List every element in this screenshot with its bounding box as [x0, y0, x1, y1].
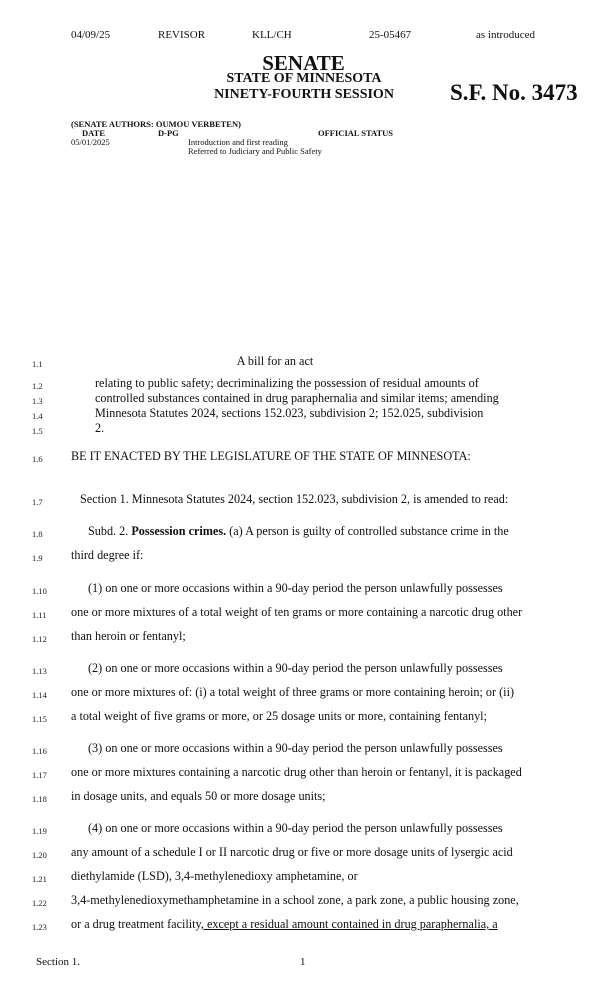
line-number: 1.4: [32, 411, 43, 421]
body-line: any amount of a schedule I or II narcotic drug or five or more dosage units of lysergic acid: [71, 845, 513, 859]
body-line: (4) on one or more occasions within a 90-day period the person unlawfully possesses: [88, 821, 503, 835]
status-entry-line1: Introduction and first reading: [188, 137, 288, 147]
line-number: 1.21: [32, 874, 47, 884]
line-number: 1.16: [32, 746, 47, 756]
line-number: 1.9: [32, 553, 43, 563]
body-line: one or more mixtures of: (i) a total weight of three grams or more containing heroin; or (ii): [71, 685, 515, 699]
line-number: 1.22: [32, 898, 47, 908]
line-number: 1.17: [32, 770, 47, 780]
header-initials: KLL/CH: [252, 29, 292, 41]
title-line: controlled substances contained in drug paraphernalia and similar items; amending: [95, 391, 499, 405]
subdivision-line: [88, 524, 509, 539]
subd-heading: Possession crimes.: [131, 524, 227, 538]
line-number: 1.5: [32, 426, 43, 436]
title-line: Minnesota Statutes 2024, sections 152.023, subdivision 2; 152.025, subdivision: [95, 406, 484, 420]
line-number: 1.3: [32, 396, 43, 406]
body-line: one or more mixtures containing a narcotic drug other than heroin or fentanyl, it is packaged: [71, 765, 522, 779]
line-number: 1.19: [32, 826, 47, 836]
section-heading: Section 1. Minnesota Statutes 2024, section 152.023, subdivision 2, is amended to read:: [80, 492, 509, 506]
line-number: 1.7: [32, 497, 43, 507]
body-line: (3) on one or more occasions within a 90-day period the person unlawfully possesses: [88, 741, 503, 755]
inserted-text: , except a residual amount contained in drug paraphernalia, a: [200, 917, 498, 931]
body-line: than heroin or fentanyl;: [71, 629, 186, 643]
status-col-official: OFFICIAL STATUS: [318, 128, 394, 138]
authors: (SENATE AUTHORS: OUMOU VERBETEN): [71, 119, 241, 129]
header-status: as introduced: [476, 29, 535, 41]
line-number: 1.8: [32, 529, 43, 539]
chamber-title: SENATE: [262, 51, 345, 75]
line-number: 1.23: [32, 922, 47, 932]
line-number: 1.2: [32, 381, 43, 391]
body-text: or a drug treatment facility: [71, 917, 201, 931]
status-entry-line2: Referred to Judiciary and Public Safety: [188, 146, 322, 156]
header-revisor: REVISOR: [158, 29, 206, 41]
line-number: 1.12: [32, 634, 47, 644]
body-line: in dosage units, and equals 50 or more dosage units;: [71, 789, 326, 803]
line-number: 1.10: [32, 586, 47, 596]
session-title: NINETY-FOURTH SESSION: [214, 87, 394, 102]
bill-number: S.F. No. 3473: [450, 80, 578, 105]
footer-section: Section 1.: [36, 956, 80, 968]
header-doc-number: 25-05467: [369, 29, 412, 41]
line-number: 1.1: [32, 359, 43, 369]
line-number: 1.15: [32, 714, 47, 724]
status-col-dpg: D-PG: [158, 128, 179, 138]
body-line: (1) on one or more occasions within a 90-day period the person unlawfully possesses: [88, 581, 503, 595]
bill-heading: A bill for an act: [236, 354, 314, 368]
status-entry-date: 05/01/2025: [71, 137, 110, 147]
line-number: 1.14: [32, 690, 47, 700]
line-number: 1.13: [32, 666, 47, 676]
footer-page-number: 1: [300, 956, 306, 968]
body-line: third degree if:: [71, 548, 144, 562]
body-line: diethylamide (LSD), 3,4-methylenedioxy amphetamine, or: [71, 869, 358, 883]
line-number: 1.6: [32, 454, 43, 464]
body-line: one or more mixtures of a total weight of ten grams or more containing a narcotic drug other: [71, 605, 523, 619]
title-line: relating to public safety; decriminalizing the possession of residual amounts of: [95, 376, 479, 390]
body-line: [71, 917, 498, 932]
body-line: (2) on one or more occasions within a 90-day period the person unlawfully possesses: [88, 661, 503, 675]
header-date: 04/09/25: [71, 29, 111, 41]
line-number: 1.18: [32, 794, 47, 804]
line-number: 1.20: [32, 850, 47, 860]
status-col-date: DATE: [82, 128, 105, 138]
body-line: a total weight of five grams or more, or 25 dosage units or more, containing fentanyl;: [71, 709, 487, 723]
subd-text: (a) A person is guilty of controlled substance crime in the: [226, 524, 509, 538]
body-line: 3,4-methylenedioxymethamphetamine in a school zone, a park zone, a public housing zone,: [71, 893, 519, 907]
state-title: STATE OF MINNESOTA: [226, 71, 382, 86]
subd-prefix: Subd. 2.: [88, 524, 132, 538]
line-number: 1.11: [32, 610, 47, 620]
enacting-clause: BE IT ENACTED BY THE LEGISLATURE OF THE STATE OF MINNESOTA:: [71, 449, 471, 463]
title-line: 2.: [95, 421, 105, 435]
